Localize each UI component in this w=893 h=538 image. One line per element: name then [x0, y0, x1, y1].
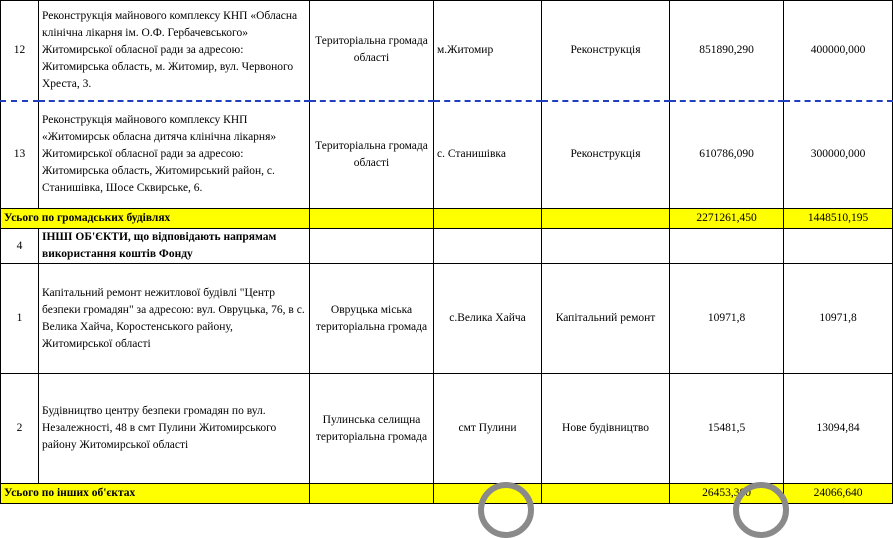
total-row[interactable]	[1, 209, 893, 229]
row-number: 13	[1, 101, 39, 209]
funding-cell: 300000,000	[784, 101, 893, 209]
work-type-cell: Нове будівництво	[542, 374, 670, 484]
location-cell: м.Житомир	[434, 1, 542, 101]
table-row[interactable]	[1, 101, 893, 209]
empty-cell	[542, 229, 670, 264]
empty-cell	[310, 229, 434, 264]
total-funding: 24066,640	[784, 484, 893, 504]
total-label: Усього по інших об'єктах	[1, 484, 310, 504]
work-type-cell: Реконструкція	[542, 101, 670, 209]
section-number: 4	[1, 229, 39, 264]
table-row[interactable]	[1, 1, 893, 101]
total-funding: 1448510,195	[784, 209, 893, 229]
empty-cell	[434, 229, 542, 264]
table-row[interactable]	[1, 374, 893, 484]
stamp-ring-mark	[478, 482, 534, 538]
total-cost: 26453,300	[670, 484, 784, 504]
empty-cell	[542, 209, 670, 229]
cost-cell: 610786,090	[670, 101, 784, 209]
stamp-ring-mark	[733, 482, 789, 538]
funding-cell: 400000,000	[784, 1, 893, 101]
object-description: Реконструкція майнового комплексу КНП «Обласна клінічна лікарня ім. О.Ф. Гербачевського» Житомирської обласної ради за адресою: Житомирська область, м. Житомир, вул. Червоного Хреста, 3.	[39, 1, 310, 101]
cost-cell: 851890,290	[670, 1, 784, 101]
community-cell: Територіальна громада області	[310, 101, 434, 209]
row-number: 1	[1, 264, 39, 374]
section-title: ІНШІ ОБ'ЄКТИ, що відповідають напрямам використання коштів Фонду	[39, 229, 310, 264]
cost-cell: 10971,8	[670, 264, 784, 374]
empty-cell	[542, 484, 670, 504]
funding-cell: 13094,84	[784, 374, 893, 484]
community-cell: Овруцька міська територіальна громада	[310, 264, 434, 374]
object-description: Будівництво центру безпеки громадян по вул. Незалежності, 48 в смт Пулини Житомирського району Житомирської області	[39, 374, 310, 484]
community-cell: Пулинська селищна територіальна громада	[310, 374, 434, 484]
empty-cell	[434, 209, 542, 229]
community-cell: Територіальна громада області	[310, 1, 434, 101]
work-type-cell: Капітальний ремонт	[542, 264, 670, 374]
empty-cell	[670, 229, 784, 264]
cost-cell: 15481,5	[670, 374, 784, 484]
location-cell: с. Станишівка	[434, 101, 542, 209]
table-row[interactable]	[1, 264, 893, 374]
location-cell: смт Пулини	[434, 374, 542, 484]
total-cost: 2271261,450	[670, 209, 784, 229]
funding-cell: 10971,8	[784, 264, 893, 374]
total-label: Усього по громадських будівлях	[1, 209, 310, 229]
section-row[interactable]	[1, 229, 893, 264]
empty-cell	[310, 484, 434, 504]
object-description: Капітальний ремонт нежитлової будівлі "Центр безпеки громадян" за адресою: вул. Овруцька, 76, в с. Велика Хайча, Коростенського району, Житомирської області	[39, 264, 310, 374]
empty-cell	[784, 229, 893, 264]
row-number: 2	[1, 374, 39, 484]
row-number: 12	[1, 1, 39, 101]
work-type-cell: Реконструкція	[542, 1, 670, 101]
location-cell: с.Велика Хайча	[434, 264, 542, 374]
empty-cell	[310, 209, 434, 229]
object-description: Реконструкція майнового комплексу КНП «Житомирськ обласна дитяча клінічна лікарня» Житомирської обласної ради за адресою: Житомирська область, Житомирський район, с. Станишівка, Шосе Сквирське, 6.	[39, 101, 310, 209]
